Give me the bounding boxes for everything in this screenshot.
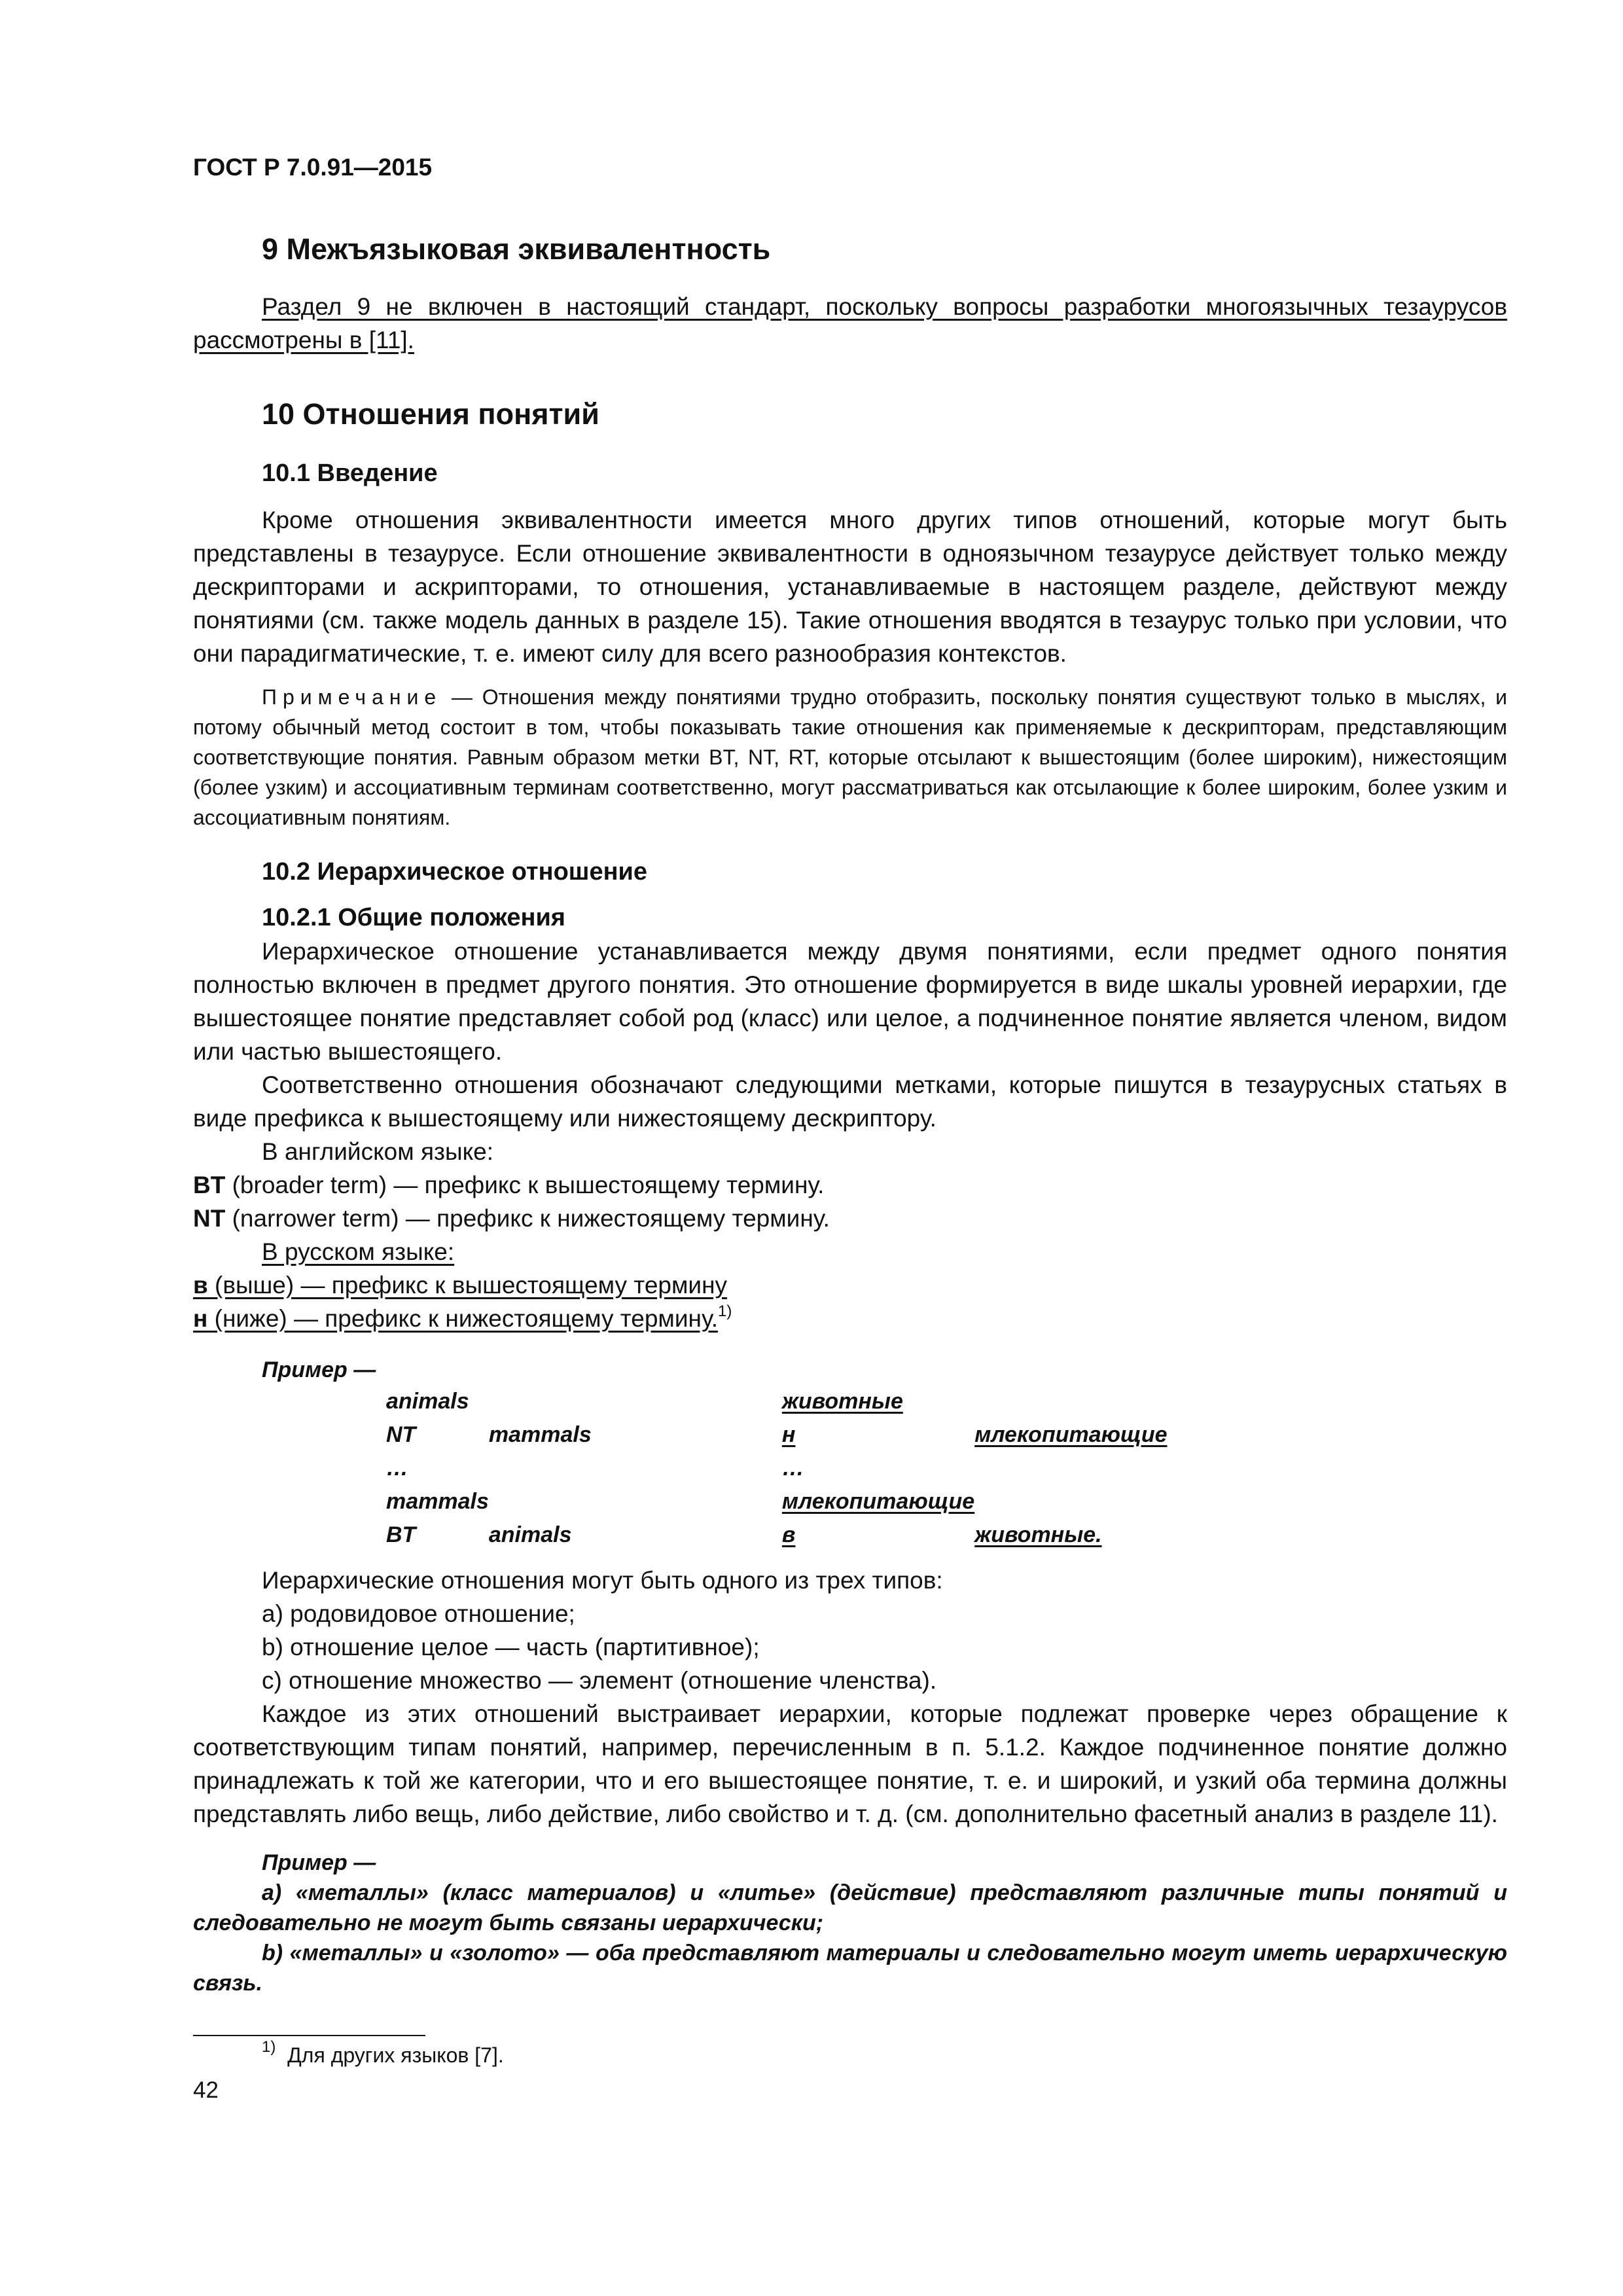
example-table-body	[386, 1385, 1190, 1552]
example-ru-term: животные.	[974, 1522, 1102, 1547]
footnote-text: Для других языков [7].	[287, 2043, 504, 2067]
section-10-1-heading: 10.1 Введение	[262, 459, 438, 487]
bt-label: BT	[193, 1172, 226, 1198]
example-row	[386, 1485, 1190, 1518]
example-row	[386, 1452, 1190, 1485]
page-content	[193, 145, 1507, 2106]
footnote-reference: 1)	[718, 1302, 732, 1320]
n-label: н	[193, 1305, 208, 1332]
section-9-text: Раздел 9 не включен в настоящий стандарт, поскольку вопросы разработки многоязычных тезаурусов рассмотрены в [11].	[193, 293, 1507, 353]
note-text: — Отношения между понятиями трудно отобразить, поскольку понятия существуют только в мыслях, и потому обычный метод состоит в том, чтобы показывать такие отношения как применяемые к дескрипторам, представляющим соответствующие понятия. Равным образом метки BT, NT, RT, которые отсылают к вышестоящим (более широким), нижестоящим (более узким) и ассоциативным терминам соответственно, могут рассматриваться как отсылающие к более широким, более узким и ассоциативным понятиям.	[193, 685, 1508, 829]
nt-label: NT	[193, 1205, 226, 1232]
english-intro: В английском языке:	[262, 1138, 494, 1165]
example-2-b: b) «металлы» и «золото» — оба представляют материалы и следовательно могут иметь иерархическую связь.	[193, 1941, 1507, 1996]
bt-text: (broader term) — префикс к вышестоящему термину.	[225, 1172, 825, 1198]
bt-line	[193, 1168, 1507, 1202]
example-ru-term	[974, 1385, 1190, 1418]
example-row	[386, 1418, 1190, 1452]
example-2-a: а) «металлы» (класс материалов) и «литье» (действие) представляют различные типы понятий и следовательно не могут быть связаны иерархически;	[193, 1880, 1507, 1935]
v-line-text	[193, 1272, 727, 1299]
section-10-2-1-paragraph-2: Соответственно отношения обозначают следующими метками, которые пишутся в тезаурусных статьях в виде префикса к вышестоящему или нижестоящему дескриптору.	[193, 1071, 1507, 1132]
example-en-tag: NT	[386, 1422, 416, 1447]
example-en-term: animals	[488, 1522, 572, 1547]
document-number: ГОСТ Р 7.0.91—2015	[193, 154, 433, 181]
footnote-marker: 1)	[262, 2038, 276, 2056]
example-en-tag: BT	[386, 1522, 416, 1547]
example-row	[386, 1518, 1190, 1552]
example-ru-tag: н	[781, 1422, 796, 1447]
types-intro: Иерархические отношения могут быть одного из трех типов:	[262, 1567, 943, 1594]
type-a: а) родовидовое отношение;	[262, 1600, 575, 1627]
note-paragraph	[193, 682, 1507, 833]
type-c: с) отношение множество — элемент (отношение членства).	[262, 1667, 937, 1694]
example-ru-term	[974, 1485, 1190, 1518]
example-2-label: Пример —	[262, 1850, 376, 1875]
footnote-divider	[193, 2035, 425, 2036]
section-10-2-1-paragraph-1: Иерархическое отношение устанавливается между двумя понятиями, если предмет одного понятия полностью включен в предмет другого понятия. Это отношение формируется в виде шкалы уровней иерархии, где вышестоящее понятие представляет собой род (класс) или целое, а подчиненное понятие является членом, видом или частью вышестоящего.	[193, 938, 1507, 1065]
example-ru-tag: млекопитающие	[781, 1489, 975, 1514]
example-ru-term: млекопитающие	[974, 1422, 1168, 1447]
example-en-term	[489, 1485, 782, 1518]
example-en-tag: …	[386, 1456, 408, 1480]
section-10-heading: 10 Отношения понятий	[262, 397, 599, 431]
section-9-heading: 9 Межъязыковая эквивалентность	[262, 232, 771, 266]
example-en-term	[489, 1385, 782, 1418]
type-b: b) отношение целое — часть (партитивное);	[262, 1634, 760, 1660]
n-text: (ниже) — префикс к нижестоящему термину.	[207, 1305, 719, 1332]
example-table	[386, 1385, 1190, 1552]
n-line-text	[193, 1305, 718, 1332]
example-ru-term	[974, 1452, 1190, 1485]
example-row	[386, 1385, 1190, 1418]
n-line	[193, 1302, 1507, 1335]
v-label: в	[193, 1272, 208, 1299]
v-line	[193, 1268, 1507, 1302]
example-ru-tag: животные	[781, 1389, 903, 1414]
example-ru-tag: в	[781, 1522, 796, 1547]
section-10-2-1-paragraph-3: Каждое из этих отношений выстраивает иерархии, которые подлежат проверке через обращение к соответствующим типам понятий, например, перечисленным в п. 5.1.2. Каждое подчиненное понятие должно принадлежать к той же категории, что и его вышестоящее понятие, т. е. и широкий, и узкий оба термина должны представлять либо вещь, либо действие, либо свойство и т. д. (см. дополнительно фасетный анализ в разделе 11).	[193, 1700, 1507, 1827]
section-10-1-paragraph: Кроме отношения эквивалентности имеется много других типов отношений, которые могут быть представлены в тезаурусе. Если отношение эквивалентности в одноязычном тезаурусе действует только между дескрипторами и аскрипторами, то отношения, устанавливаемые в настоящем разделе, действуют между понятиями (см. также модель данных в разделе 15). Такие отношения вводятся в тезаурус только при условии, что они парадигматические, т. е. имеют силу для всего разнообразия контекстов.	[193, 507, 1507, 667]
nt-line	[193, 1202, 1507, 1235]
example-ru-tag: …	[781, 1456, 804, 1480]
example-en-term	[489, 1452, 782, 1485]
example-en-tag: animals	[386, 1389, 469, 1414]
note-label: Примечание	[262, 685, 442, 709]
nt-text: (narrower term) — префикс к нижестоящему термину.	[225, 1205, 830, 1232]
russian-intro-line	[193, 1235, 1507, 1268]
page-number: 42	[193, 2077, 219, 2103]
section-10-2-heading: 10.2 Иерархическое отношение	[262, 858, 648, 886]
example-en-term: mammals	[488, 1422, 592, 1447]
footnote	[193, 2040, 1507, 2070]
russian-intro: В русском языке:	[262, 1238, 455, 1265]
example-en-tag: mammals	[386, 1489, 489, 1514]
v-text: (выше) — префикс к вышестоящему термину	[207, 1272, 728, 1299]
example-label: Пример —	[262, 1357, 376, 1382]
section-10-2-1-heading: 10.2.1 Общие положения	[262, 904, 565, 931]
